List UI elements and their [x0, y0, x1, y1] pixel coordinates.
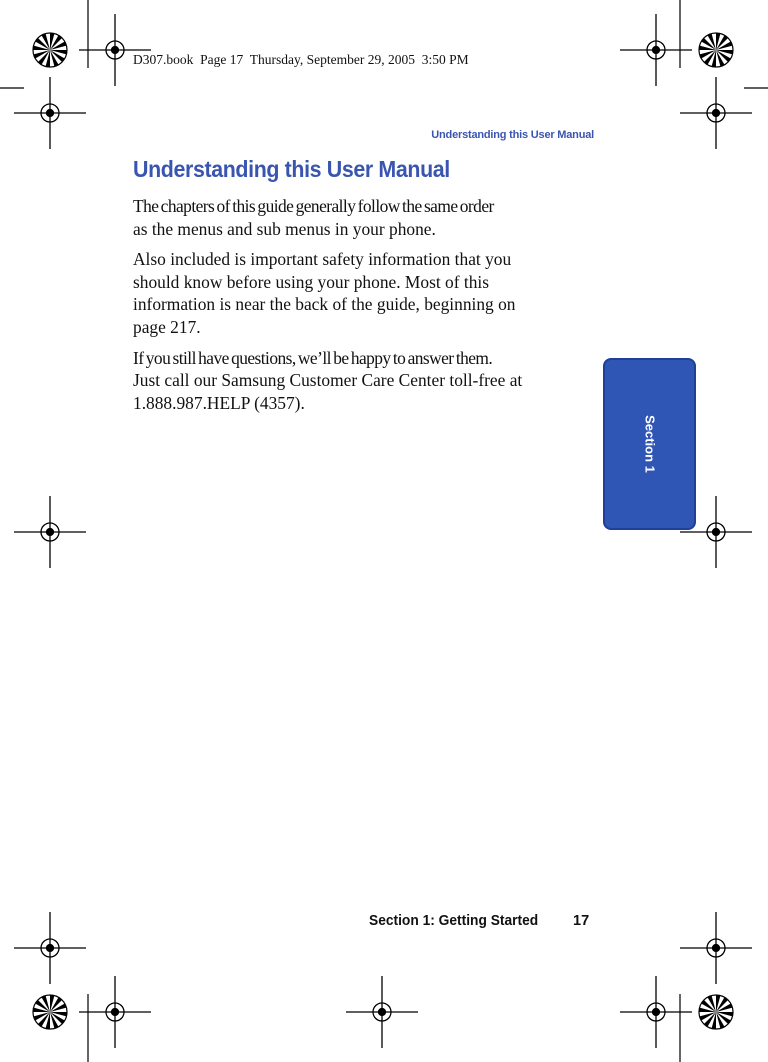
- paragraph: [133, 248, 595, 338]
- crosshair-mark: [79, 14, 151, 86]
- footer-section-label: Section 1: Getting Started: [369, 913, 539, 929]
- starburst-mark: [33, 33, 67, 67]
- text-line: Also included is important safety information that you: [133, 249, 512, 270]
- text-line: should know before using your phone. Most of this: [133, 271, 489, 292]
- text-line: If you still have questions, we’ll be happy to answer them.: [133, 347, 493, 368]
- text-line: 1.888.987.HELP (4357).: [133, 392, 305, 413]
- starburst-mark: [699, 995, 733, 1029]
- section-tab: [603, 358, 696, 530]
- paragraph: [133, 195, 595, 240]
- crosshair-mark: [14, 496, 86, 568]
- crosshair-mark: [620, 976, 692, 1048]
- starburst-mark: [33, 995, 67, 1029]
- text-line: page 217.: [133, 316, 201, 337]
- running-head: Understanding this User Manual: [431, 129, 594, 141]
- crosshair-mark: [14, 77, 86, 149]
- starburst-mark: [699, 33, 733, 67]
- text-line: Just call our Samsung Customer Care Center toll-free at: [133, 370, 523, 391]
- print-slug: D307.book Page 17 Thursday, September 29, 2005 3:50 PM: [133, 52, 469, 67]
- paragraph: [133, 347, 595, 415]
- crosshair-mark: [680, 912, 752, 984]
- text-line: as the menus and sub menus in your phone.: [133, 218, 436, 239]
- text-line: information is near the back of the guide, beginning on: [133, 294, 516, 315]
- crosshair-mark: [680, 77, 752, 149]
- body-text: [133, 195, 595, 422]
- page-number: 17: [573, 913, 590, 929]
- page-title: Understanding this User Manual: [133, 156, 450, 182]
- crosshair-mark: [620, 14, 692, 86]
- crosshair-mark: [14, 912, 86, 984]
- text-line: The chapters of this guide generally follow the same order: [133, 196, 494, 216]
- section-tab-label: Section 1: [642, 415, 657, 473]
- crosshair-mark: [79, 976, 151, 1048]
- crosshair-mark: [346, 976, 418, 1048]
